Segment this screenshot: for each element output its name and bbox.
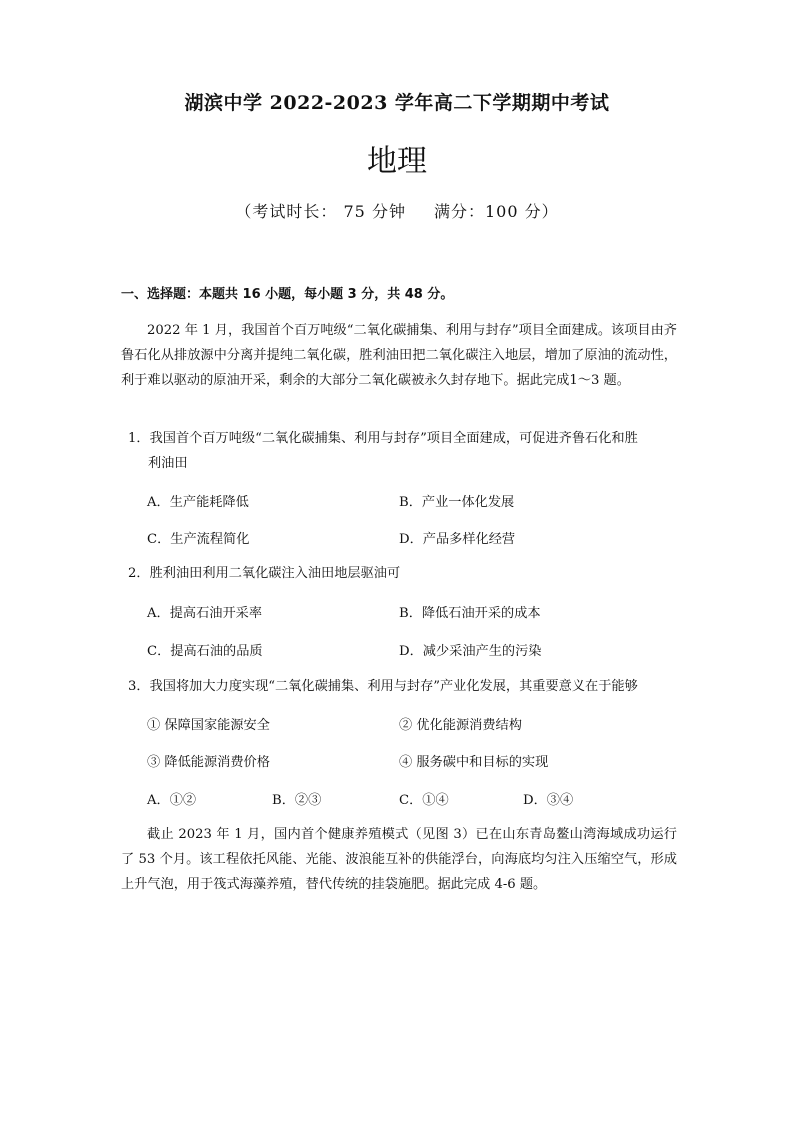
q3-option-d: D．③④ [523, 793, 574, 808]
passage-2: 截止 2023 年 1 月，国内首个健康养殖模式（见图 3）已在山东青岛鳌山湾海域成功运行了 53 个月。该工程依托风能、光能、波浪能互补的供能浮台，向海底均匀注入压缩空气，形成上升气泡，用于筏式海藻养殖，替代传统的挂袋施肥。据此完成 4-6 题。 [121, 827, 677, 892]
q3-option-a: A．①② [147, 793, 197, 808]
q3-item-4: ④ 服务碳中和目标的实现 [399, 755, 549, 770]
passage-1: 2022 年 1 月，我国首个百万吨级“二氧化碳捕集、利用与封存”项目全面建成。该项目由齐鲁石化从排放源中分离并提纯二氧化碳，胜利油田把二氧化碳注入地层，增加了原油的流动性，利于难以驱动的原油开采，剩余的大部分二氧化碳被永久封存地下。据此完成1～3 题。 [121, 323, 677, 388]
question-1 [128, 426, 678, 476]
question-1-stem-cont: 利油田 [148, 456, 188, 471]
subject-title: 地理 [367, 144, 427, 179]
exam-title: 湖滨中学 2022-2023 学年高二下学期期中考试 [184, 92, 610, 114]
q1-option-b: B．产业一体化发展 [399, 495, 515, 510]
exam-duration: （考试时长： 75 分钟 [235, 202, 406, 221]
question-1-stem: 1．我国首个百万吨级“二氧化碳捕集、利用与封存”项目全面建成，可促进齐鲁石化和胜 [128, 431, 638, 446]
q3-option-b: B．②③ [272, 793, 322, 808]
q3-option-c: C．①④ [399, 793, 449, 808]
q1-option-d: D．产品多样化经营 [399, 532, 516, 547]
q3-item-2: ② 优化能源消费结构 [399, 718, 522, 733]
question-3-stem: 3．我国将加大力度实现“二氧化碳捕集、利用与封存”产业化发展，其重要意义在于能够 [128, 679, 638, 694]
q3-item-1: ① 保障国家能源安全 [147, 718, 270, 733]
q2-option-d: D．减少采油产生的污染 [399, 644, 542, 659]
section-heading: 一、选择题：本题共 16 小题，每小题 3 分，共 48 分。 [121, 287, 454, 302]
question-2-stem: 2．胜利油田利用二氧化碳注入油田地层驱油可 [128, 566, 401, 581]
q3-item-3: ③ 降低能源消费价格 [147, 755, 270, 770]
q2-option-c: C．提高石油的品质 [147, 644, 263, 659]
q2-option-b: B．降低石油开采的成本 [399, 606, 541, 621]
exam-meta [0, 199, 794, 222]
q1-option-c: C．生产流程简化 [147, 532, 250, 547]
q1-option-a: A．生产能耗降低 [147, 495, 249, 510]
exam-total-score: 满分：100 分） [433, 202, 559, 221]
q2-option-a: A．提高石油开采率 [147, 606, 263, 621]
